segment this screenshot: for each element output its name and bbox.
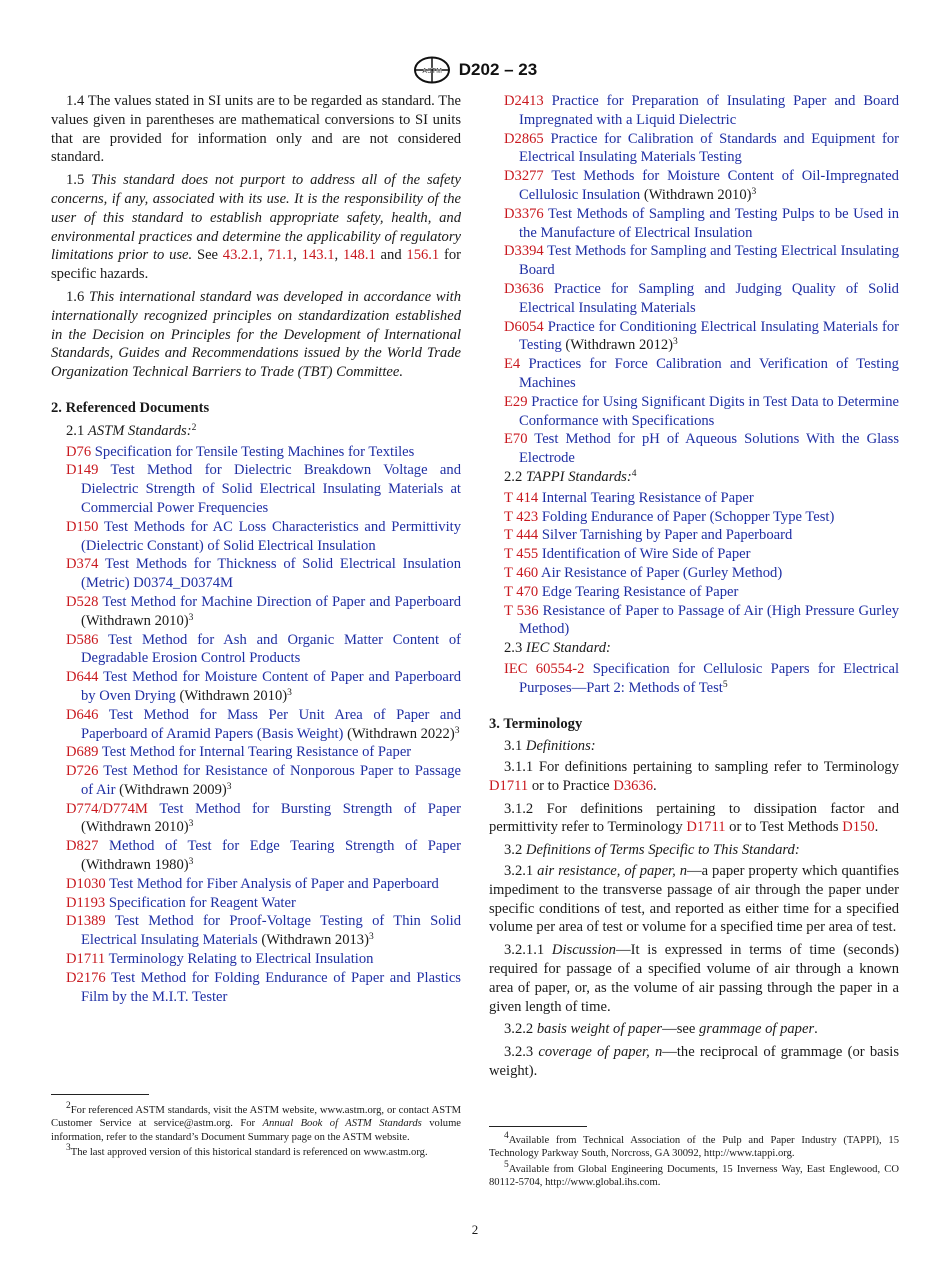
section-3-heading: 3. Terminology: [489, 715, 583, 732]
astm-logo-icon: [413, 56, 451, 84]
reference-code-link[interactable]: D149: [66, 462, 99, 479]
wto-statement: This international standard was developed in accordance with internationally recognized principles on standardization established in the Decision on Principles for the Development of International Standards, Guides and Recommendations issued by the World Trade Organization Technical Barriers to Trade (TBT) Committee.: [51, 288, 462, 381]
para-text: or to Test Methods: [729, 819, 839, 836]
footnote-text: For referenced ASTM standards, visit the ASTM website, www.astm.org, or contact ASTM Customer Service at service@astm.org. For: [51, 1105, 461, 1130]
para-number: 1.5: [66, 172, 85, 189]
withdrawn-note: (Withdrawn 1980): [81, 857, 189, 874]
reference-title-link[interactable]: Practice for Sampling and Judging Quality of Solid Electrical Insulating Materials: [519, 280, 899, 316]
reference-item: [51, 800, 461, 838]
tappi-standards-heading: [489, 468, 899, 487]
link-d1711[interactable]: D1711: [489, 777, 529, 794]
reference-title-link[interactable]: Identification of Wire Side of Paper: [541, 546, 751, 563]
tappi-reference-list: [489, 489, 899, 639]
reference-item: [489, 130, 899, 168]
reference-title-link[interactable]: Test Method for Machine Direction of Paper and Paperboard: [102, 593, 461, 610]
footnote-divider: [51, 1094, 149, 1095]
reference-code-link[interactable]: IEC 60554-2: [504, 660, 585, 677]
safety-statement: This standard does not purport to address all of the safety concerns, if any, associated with its use. It is the responsibility of the user of this standard to establish appropriate safety, health, and environmental practices and determine the applicability of regulatory limitations prior to use.: [51, 172, 461, 264]
reference-item: [489, 583, 899, 602]
reference-item: [489, 489, 899, 508]
footnote-5: [489, 1159, 899, 1190]
para-3-2-2: [489, 1020, 899, 1039]
left-column: [51, 92, 461, 1006]
para-1-5: 1.5 This standard does not purport to address all of the safety concerns, if any, associated with its use. It is the responsibility of the user of this standard to establish appropriate safety, health, and environmental practices and determine the applicability of regulatory limitations prior to use. See 43.2.1, 71.1, 143.1, 148.1 and 156.1 for specific hazards.: [51, 172, 462, 283]
section-link-148-1[interactable]: 148.1: [342, 247, 376, 264]
definitions-heading: [489, 737, 899, 756]
reference-title-link[interactable]: Test Method for Mass Per Unit Area of Paper and Paperboard of Aramid Papers (Basis Weight): [81, 706, 462, 742]
reference-code-link[interactable]: D3394: [504, 243, 544, 260]
reference-title-link[interactable]: Test Methods for Sampling and Testing Electrical Insulating Board: [519, 243, 899, 279]
reference-code-link[interactable]: D774/D774M: [66, 800, 148, 817]
defined-term: basis weight of paper: [536, 1021, 663, 1038]
reference-title-link[interactable]: Specification for Tensile Testing Machines for Textiles: [94, 443, 415, 460]
subhead-number: 3.2: [504, 842, 523, 859]
reference-title-link[interactable]: Test Method for Dielectric Breakdown Voltage and Dielectric Strength of Solid Electrical Insulating Materials at Commercial Power Frequencies: [81, 462, 461, 516]
subhead-label: Definitions:: [525, 738, 596, 755]
reference-title-link[interactable]: Resistance of Paper to Passage of Air (High Pressure Gurley Method): [519, 602, 899, 638]
reference-item: [51, 593, 461, 631]
subhead-number: 2.1: [66, 422, 85, 439]
reference-code-link[interactable]: D1711: [66, 951, 106, 968]
reference-code-link[interactable]: D1193: [66, 894, 106, 911]
reference-item: [51, 706, 461, 744]
para-text: 3.1.1 For definitions pertaining to sampling refer to Terminology: [504, 759, 899, 776]
subhead-label: Definitions of Terms Specific to This Standard:: [525, 842, 800, 859]
para-number: 3.2.3: [504, 1044, 534, 1061]
reference-code-link[interactable]: D150: [66, 518, 99, 535]
footnote-2: [51, 1101, 462, 1144]
reference-title-link[interactable]: Test Method for Internal Tearing Resistance of Paper: [101, 744, 412, 761]
reference-code-link[interactable]: D3636: [504, 280, 544, 297]
para-3-2-3: [489, 1043, 899, 1081]
reference-code-link[interactable]: D644: [66, 669, 99, 686]
reference-code-link[interactable]: D689: [66, 744, 99, 761]
reference-title-link[interactable]: Practice for Using Significant Digits in Test Data to Determine Conformance with Specifications: [519, 393, 899, 429]
footnote-4: [489, 1131, 899, 1161]
reference-code-link[interactable]: T 414: [504, 489, 539, 506]
right-footnotes: [489, 1131, 899, 1192]
reference-item: [51, 518, 461, 556]
section-link-156-1[interactable]: 156.1: [406, 247, 440, 264]
reference-code-link[interactable]: D374: [66, 556, 99, 573]
reference-title-link[interactable]: Practice for Calibration of Standards and Equipment for Electrical Insulating Materials Testing: [519, 130, 899, 166]
reference-item: [51, 969, 461, 1007]
page-number: 2: [471, 1222, 479, 1237]
reference-item: [51, 668, 461, 706]
defined-term: grammage of paper: [699, 1021, 815, 1038]
reference-title-link[interactable]: Test Method for pH of Aqueous Solutions With the Glass Electrode: [519, 431, 899, 467]
reference-code-link[interactable]: D1030: [66, 875, 106, 892]
reference-code-link[interactable]: D2413: [504, 93, 544, 109]
reference-title-link[interactable]: Edge Tearing Resistance of Paper: [541, 583, 739, 600]
reference-item: [489, 205, 899, 243]
reference-item: [489, 167, 899, 205]
astm-standards-heading: [51, 422, 461, 441]
para-number: 3.2.1: [504, 863, 534, 880]
reference-item: [489, 660, 899, 698]
reference-code-link[interactable]: E70: [504, 431, 528, 448]
withdrawn-note: (Withdrawn 2010): [643, 186, 752, 203]
para-text: .: [653, 777, 657, 794]
reference-title-link[interactable]: Test Method for Ash and Organic Matter Content of Degradable Erosion Control Products: [81, 631, 461, 667]
reference-title-link[interactable]: Test Methods of Sampling and Testing Pulps to be Used in the Manufacture of Electrical Insulation: [519, 205, 899, 241]
footnote-ref[interactable]: 3: [751, 186, 757, 197]
reference-item: [489, 430, 899, 468]
definition-text: —the reciprocal of grammage (or basis weight).: [489, 1044, 900, 1080]
reference-code-link[interactable]: T 470: [504, 583, 539, 600]
reference-item: [51, 461, 461, 517]
footnote-ref[interactable]: 3: [226, 781, 232, 792]
reference-title-link[interactable]: Test Method for Folding Endurance of Paper and Plastics Film by the M.I.T. Tester: [81, 969, 461, 1005]
reference-item: [51, 631, 461, 669]
section-link-71-1[interactable]: 71.1: [267, 247, 294, 264]
hazards-tail: for specific hazards.: [51, 247, 462, 283]
reference-title-link[interactable]: Practice for Preparation of Insulating Paper and Board Impregnated with a Liquid Dielectric: [519, 93, 899, 128]
reference-item: [51, 894, 461, 913]
para-1-4: 1.4 The values stated in SI units are to be regarded as standard. The values given in parentheses are mathematical conversions to SI units that are provided for information only and are not considered standard.: [51, 93, 461, 166]
reference-item: [51, 875, 461, 894]
document-designation: D202 – 23: [458, 60, 538, 79]
footnote-text: Available from Global Engineering Documents, 15 Inverness Way, East Englewood, CO 80112-5704, http://www.global.ihs.com.: [489, 1163, 899, 1189]
specific-definitions-heading: [489, 841, 899, 860]
footnote-ref[interactable]: 3: [188, 819, 194, 830]
reference-title-link[interactable]: Test Method for Fiber Analysis of Paper and Paperboard: [109, 875, 439, 892]
subhead-number: 3.1: [504, 738, 523, 755]
link-d1711[interactable]: D1711: [686, 819, 726, 836]
reference-item: [489, 545, 899, 564]
reference-code-link[interactable]: D528: [66, 593, 99, 610]
footnote-ref[interactable]: 2: [191, 422, 197, 433]
astm-reference-list: [51, 443, 461, 1007]
section-link-143-1[interactable]: 143.1: [301, 247, 335, 264]
reference-title-link[interactable]: Practice for Conditioning Electrical Insulating Materials for Testing: [519, 318, 899, 354]
para-number: 3.2.2: [504, 1021, 534, 1038]
reference-item: [51, 762, 461, 800]
reference-title-link[interactable]: Specification for Cellulosic Papers for Electrical Purposes—Part 2: Methods of Test: [519, 660, 899, 696]
withdrawn-note: (Withdrawn 2010): [81, 819, 189, 836]
reference-code-link[interactable]: T 455: [504, 546, 539, 563]
reference-title-link[interactable]: Terminology Relating to Electrical Insulation: [108, 951, 374, 968]
footnote-ref[interactable]: 3: [188, 857, 194, 868]
footnote-text: Available from Technical Association of the Pulp and Paper Industry (TAPPI), 15 Technology Parkway South, Norcross, GA 30092, http://www.tappi.org.: [489, 1135, 899, 1160]
reference-code-link[interactable]: T 460: [504, 564, 539, 581]
defined-term: Discussion: [551, 942, 616, 959]
footnote-italic: Annual Book of ASTM Standards: [262, 1118, 422, 1130]
reference-title-link[interactable]: Folding Endurance of Paper (Schopper Type Test): [541, 508, 835, 525]
footnote-ref[interactable]: 4: [631, 468, 637, 479]
reference-code-link[interactable]: T 536: [504, 602, 539, 619]
reference-code-link[interactable]: E4: [504, 356, 521, 373]
reference-title-link[interactable]: Test Method for Proof-Voltage Testing of Thin Solid Electrical Insulating Materials: [81, 913, 462, 949]
reference-item: [489, 355, 899, 393]
reference-item: [489, 393, 899, 431]
withdrawn-note: (Withdrawn 2012): [565, 337, 674, 354]
reference-code-link[interactable]: D586: [66, 631, 99, 648]
reference-item: [489, 280, 899, 318]
reference-item: [489, 564, 899, 583]
defined-term: air resistance, of paper, n: [537, 863, 688, 880]
reference-code-link[interactable]: T 423: [504, 508, 539, 525]
defined-term: coverage of paper, n: [538, 1044, 663, 1061]
reference-title-link[interactable]: Practices for Force Calibration and Verification of Testing Machines: [519, 356, 899, 391]
para-number: 3.2.1.1: [504, 942, 545, 959]
para-text: or to Practice: [531, 777, 610, 794]
reference-item: [51, 555, 461, 593]
reference-code-link[interactable]: D1389: [66, 913, 106, 930]
reference-title-link[interactable]: Internal Tearing Resistance of Paper: [541, 489, 754, 506]
reference-title-link[interactable]: Silver Tarnishing by Paper and Paperboard: [541, 527, 793, 544]
reference-title-link[interactable]: Air Resistance of Paper (Gurley Method): [541, 564, 783, 581]
link-d3636[interactable]: D3636: [613, 777, 654, 794]
reference-item: [51, 443, 461, 462]
footnote-3: [51, 1143, 461, 1159]
para-text: 3.1.2 For definitions pertaining to dissipation factor and permittivity refer to Terminology: [489, 800, 899, 836]
withdrawn-note: (Withdrawn 2010): [81, 612, 189, 629]
link-d150[interactable]: D150: [842, 819, 875, 836]
reference-title-link[interactable]: Test Methods for Thickness of Solid Electrical Insulation (Metric) D0374_D0374M: [81, 556, 461, 592]
para-text: .: [874, 819, 879, 836]
reference-title-link[interactable]: Specification for Reagent Water: [108, 894, 296, 911]
footnote-ref[interactable]: 3: [368, 932, 374, 943]
subhead-number: 2.2: [504, 468, 523, 485]
withdrawn-note: (Withdrawn 2010): [179, 687, 288, 704]
footnote-ref[interactable]: 3: [188, 612, 194, 623]
reference-item: [489, 318, 899, 356]
reference-code-link[interactable]: D827: [66, 838, 99, 855]
reference-title-link[interactable]: Method of Test for Edge Tearing Strength of Paper: [109, 838, 461, 855]
reference-item: [489, 508, 899, 527]
definition-text: —It is expressed in terms of time (seconds) required for passage of a specified volume of air through a known area of paper, or, as the volume of air passing through the paper in a given length of time.: [489, 942, 899, 1015]
withdrawn-note: (Withdrawn 2013): [261, 932, 369, 949]
para-3-2-1-1: [489, 941, 899, 1016]
subhead-label: ASTM Standards:: [87, 422, 192, 439]
see-label: See: [196, 247, 219, 264]
reference-title-link[interactable]: Test Methods for AC Loss Characteristics and Permittivity (Dielectric Constant) of Solid Electrical Insulation: [81, 518, 461, 554]
subhead-label: TAPPI Standards:: [525, 468, 632, 485]
definition-text: —see: [662, 1021, 696, 1038]
para-1-6: [51, 288, 461, 382]
reference-item: [51, 912, 461, 950]
reference-code-link[interactable]: D726: [66, 763, 99, 780]
reference-code-link[interactable]: D2865: [504, 130, 544, 147]
footnote-text: volume information, refer to the standard’s Document Summary page on the ASTM website.: [51, 1118, 462, 1143]
reference-code-link[interactable]: E29: [504, 393, 528, 410]
para-3-2-1: [489, 862, 899, 937]
left-footnotes: [51, 1101, 462, 1162]
subhead-number: 2.3: [504, 640, 523, 657]
footnote-marker: 2: [66, 1101, 71, 1111]
para-3-1-1: [489, 758, 899, 796]
footnote-ref[interactable]: 3: [287, 687, 292, 698]
and-label: and: [380, 247, 402, 264]
reference-code-link[interactable]: D3376: [504, 205, 544, 222]
logo-text: ASTM: [421, 68, 442, 75]
withdrawn-note: (Withdrawn 2022): [347, 725, 455, 742]
reference-code-link[interactable]: T 444: [504, 527, 539, 544]
reference-item: [489, 92, 899, 130]
reference-item: [489, 526, 899, 545]
para-3-1-2: [489, 800, 899, 838]
footnote-ref[interactable]: 3: [454, 725, 460, 736]
astm-reference-list-continued: [489, 92, 899, 468]
footnote-marker: 3: [66, 1143, 71, 1154]
para-number: 1.6: [66, 288, 85, 305]
reference-code-link[interactable]: D76: [66, 443, 92, 460]
footnote-divider: [489, 1126, 587, 1127]
withdrawn-note: (Withdrawn 2009): [119, 781, 227, 798]
footnote-text: The last approved version of this historical standard is referenced on www.astm.org.: [70, 1147, 428, 1159]
subhead-label: IEC Standard:: [525, 640, 611, 657]
reference-title-link[interactable]: Test Method for Resistance of Nonporous Paper to Passage of Air: [81, 763, 461, 798]
footnote-ref[interactable]: 3: [673, 337, 678, 348]
reference-code-link[interactable]: D3277: [504, 168, 544, 185]
reference-title-link[interactable]: Test Method for Bursting Strength of Paper: [159, 800, 461, 817]
footnote-marker: 5: [504, 1159, 509, 1170]
reference-code-link[interactable]: D6054: [504, 318, 544, 335]
footnote-marker: 4: [504, 1131, 509, 1141]
iec-reference-list: [489, 660, 899, 698]
reference-item: [51, 743, 461, 762]
reference-code-link[interactable]: D2176: [66, 969, 106, 986]
reference-title-link[interactable]: Test Method for Moisture Content of Paper and Paperboard by Oven Drying: [81, 669, 461, 704]
reference-item: [489, 242, 899, 280]
section-link-43-2-1[interactable]: 43.2.1: [222, 247, 260, 264]
reference-title-link[interactable]: Test Methods for Moisture Content of Oil-Impregnated Cellulosic Insulation: [519, 168, 899, 203]
section-2-heading: 2. Referenced Documents: [51, 399, 210, 416]
right-column: [489, 92, 899, 1085]
footnote-ref[interactable]: 5: [722, 679, 728, 690]
reference-code-link[interactable]: D646: [66, 706, 99, 723]
reference-item: [489, 602, 899, 640]
reference-item: [51, 950, 461, 969]
definition-text: .: [814, 1021, 818, 1038]
iec-standard-heading: [489, 639, 899, 658]
reference-item: [51, 837, 461, 875]
page-header: [0, 56, 950, 84]
definition-text: —a paper property which quantifies impediment to the transverse passage of air through the paper under specific conditions of test, and reported as either time for a specified volume per area of test or volume for a specified time per area of test.: [489, 863, 899, 936]
